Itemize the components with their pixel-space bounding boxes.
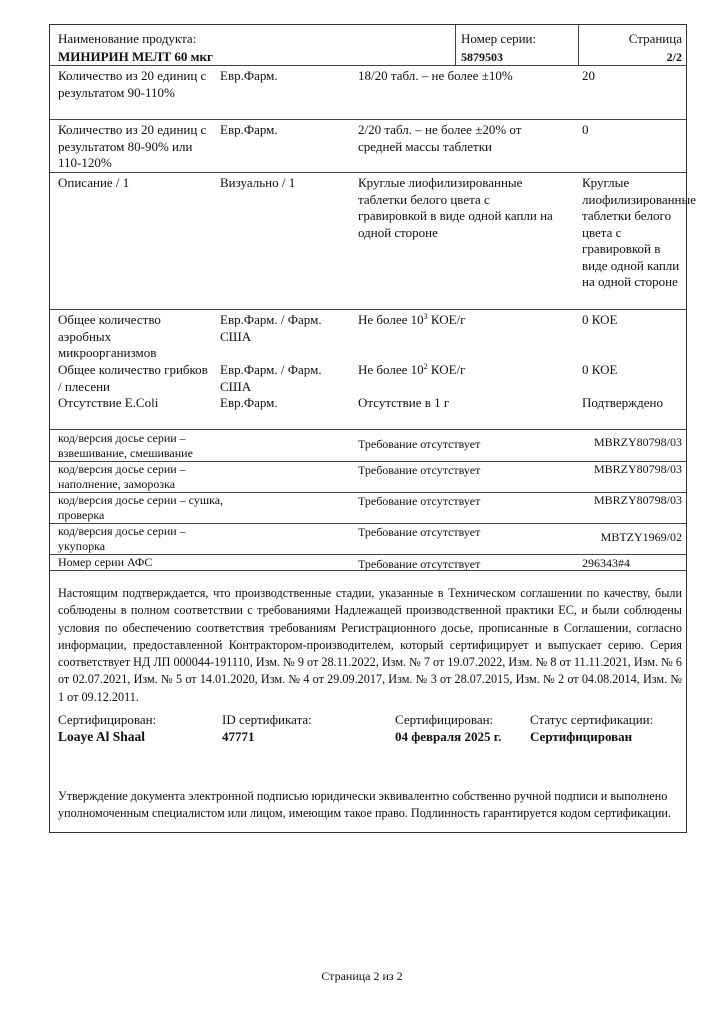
dossier-requirement: Требование отсутствует [358, 557, 481, 571]
certified-date-label: Сертифицирован: [395, 712, 494, 727]
test-method: Евр.Фарм. [220, 395, 278, 410]
batch-label: Номер серии: [461, 31, 537, 46]
cert-id-label: ID сертификата: [222, 712, 312, 727]
test-result: 0 КОЕ [582, 362, 618, 377]
page-label: Страница [628, 31, 682, 46]
page-value: 2/2 [666, 50, 682, 64]
test-method: Визуально / 1 [220, 175, 296, 190]
status-label: Статус сертификации: [530, 712, 654, 727]
test-name: Количество из 20 единиц с результатом 90-110% [58, 68, 207, 100]
dossier-value: 296343#4 [582, 556, 630, 570]
test-spec: Не более $10^2$ КОЕ/г [358, 362, 466, 377]
test-name: Общее количество грибков / плесени [58, 362, 208, 394]
dossier-name: код/версия досье серии – укупорка [58, 524, 186, 553]
certified-by: Loaye Al Shaal [58, 729, 146, 744]
certified-by-label: Сертифицирован: [58, 712, 157, 727]
divider [578, 25, 579, 65]
cert-id: 47771 [222, 729, 255, 744]
page-footer: Страница 2 из 2 [321, 969, 403, 983]
divider [50, 65, 686, 66]
document-frame [49, 24, 697, 833]
dossier-name: код/версия досье серии – наполнение, заморозка [58, 462, 186, 491]
test-spec: Не более $10^3$ КОЕ/г [358, 312, 466, 327]
batch-number: 5879503 [461, 50, 503, 64]
product-name: МИНИРИН МЕЛТ 60 мкг [58, 49, 213, 64]
product-label: Наименование продукта: [58, 31, 197, 46]
divider [50, 172, 686, 173]
test-result: Подтверждено [582, 395, 663, 410]
divider [50, 570, 686, 571]
test-name: Общее количество аэробных микроорганизмов [58, 312, 161, 360]
test-name: Количество из 20 единиц с результатом 80-90% или 110-120% [58, 122, 207, 170]
test-method: Евр.Фарм. / Фарм. США [220, 312, 322, 344]
signature-note: Утверждение документа электронной подписью юридически эквивалентно собственно ручной подписи и выполнено уполномоченным специалистом или лицом, имеющим такое право. Подлинность гарантируется кодом сертификации. [58, 789, 671, 820]
dossier-value: MBRZY80798/03 [593, 493, 682, 507]
test-result: Круглые лиофилизированные таблетки белого цвета с гравировкой в виде одной капли на одной стороне [582, 175, 697, 289]
dossier-requirement: Требование отсутствует [358, 525, 481, 539]
test-result: 20 [582, 68, 595, 83]
divider [50, 119, 686, 120]
test-spec: 2/20 табл. – не более ±20% от средней массы таблетки [358, 122, 522, 154]
divider [50, 429, 686, 430]
dossier-requirement: Требование отсутствует [358, 437, 481, 451]
dossier-value: MBRZY80798/03 [593, 435, 682, 449]
dossier-name: Номер серии АФС [58, 555, 153, 569]
test-method: Евр.Фарм. [220, 122, 278, 137]
conformity-statement: Настоящим подтверждается, что производственные стадии, указанные в Техническом соглашении по качеству, были соблюдены в полном соответствии с требованиями Надлежащей производственной практики ЕС, и были соблюдены условия по обеспечению соответствия требованиям Регистрационного досье, прописанные в Соглашении, согласно информации, предоставленной Контрактором-производителем, который сертифицирует и выпускает серию. Серия соответствует НД ЛП 000044-191110, Изм. № 9 от 28.11.2022, Изм. № 7 от 19.07.2022, Изм. № 8 от 11.11.2021, Изм. № 6 от 02.07.2021, Изм. № 5 от 14.01.2020, Изм. № 4 от 29.09.2017, Изм. № 3 от 28.07.2015, Изм. № 2 от 04.08.2014, Изм. № 1 от 09.12.2011. [58, 586, 682, 704]
certified-date: 04 февраля 2025 г. [395, 729, 502, 744]
test-spec: 18/20 табл. – не более ±10% [358, 68, 513, 83]
test-name: Описание / 1 [58, 175, 130, 190]
dossier-requirement: Требование отсутствует [358, 494, 481, 508]
dossier-requirement: Требование отсутствует [358, 463, 481, 477]
divider [455, 25, 456, 65]
status-badge: Сертифицирован [530, 729, 633, 744]
test-method: Евр.Фарм. / Фарм. США [220, 362, 322, 394]
dossier-value: MBTZY1969/02 [600, 530, 682, 544]
dossier-name: код/версия досье серии – сушка, проверка [58, 493, 224, 522]
test-result: 0 [582, 122, 589, 137]
test-spec: Отсутствие в 1 г [358, 395, 450, 410]
test-spec: Круглые лиофилизированные таблетки белого цвета с гравировкой в виде одной капли на одной стороне [358, 175, 553, 240]
test-method: Евр.Фарм. [220, 68, 278, 83]
dossier-value: MBRZY80798/03 [593, 462, 682, 476]
divider [50, 309, 686, 310]
test-result: 0 КОЕ [582, 312, 618, 327]
dossier-name: код/версия досье серии – взвешивание, смешивание [58, 431, 193, 460]
test-name: Отсутствие E.Coli [58, 395, 159, 410]
